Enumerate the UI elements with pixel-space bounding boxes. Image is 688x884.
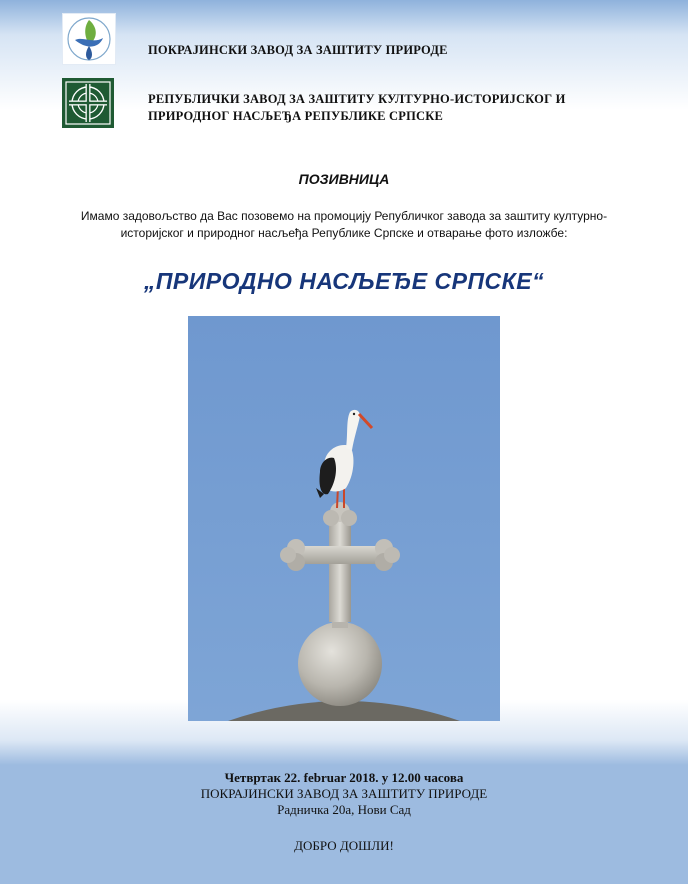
exhibition-title: „ПРИРОДНО НАСЉЕЂЕ СРПСКЕ“ — [143, 268, 545, 294]
event-venue: ПОКРАЈИНСКИ ЗАВОД ЗА ЗАШТИТУ ПРИРОДЕ — [200, 786, 488, 801]
leaf-water-icon — [63, 14, 115, 64]
republic-institute-name — [148, 91, 566, 125]
intro-line-1: Имамо задовољство да Вас позовемо на промоцију Републичког завода за заштиту културно- — [80, 209, 608, 223]
event-date: Четвртак 22. februar 2018. у 12.00 часова — [224, 770, 464, 785]
stork-on-cross-photo — [188, 316, 500, 721]
event-details — [0, 770, 688, 854]
welcome-text: ДОБРО ДОШЛИ! — [294, 838, 394, 853]
republic-institute-logo — [62, 78, 114, 128]
invitation-heading: ПОЗИВНИЦА — [298, 171, 390, 187]
provincial-institute-logo — [62, 13, 116, 65]
intro-line-2: историјског и природног насљеђа Републике Српске и отварање фото изложбе: — [120, 226, 568, 240]
invitation-intro — [40, 208, 648, 242]
provincial-institute-name: ПОКРАЈИНСКИ ЗАВОД ЗА ЗАШТИТУ ПРИРОДЕ — [148, 43, 448, 57]
republic-institute-name-line1: РЕПУБЛИЧКИ ЗАВОД ЗА ЗАШТИТУ КУЛТУРНО-ИСТОРИЈСКОГ И — [148, 92, 566, 106]
republic-institute-name-line2: ПРИРОДНОГ НАСЉЕЂА РЕПУБЛИКЕ СРПСКЕ — [148, 109, 444, 123]
cross-ornament-icon — [62, 78, 114, 128]
event-address: Радничка 20а, Нови Сад — [277, 802, 411, 817]
